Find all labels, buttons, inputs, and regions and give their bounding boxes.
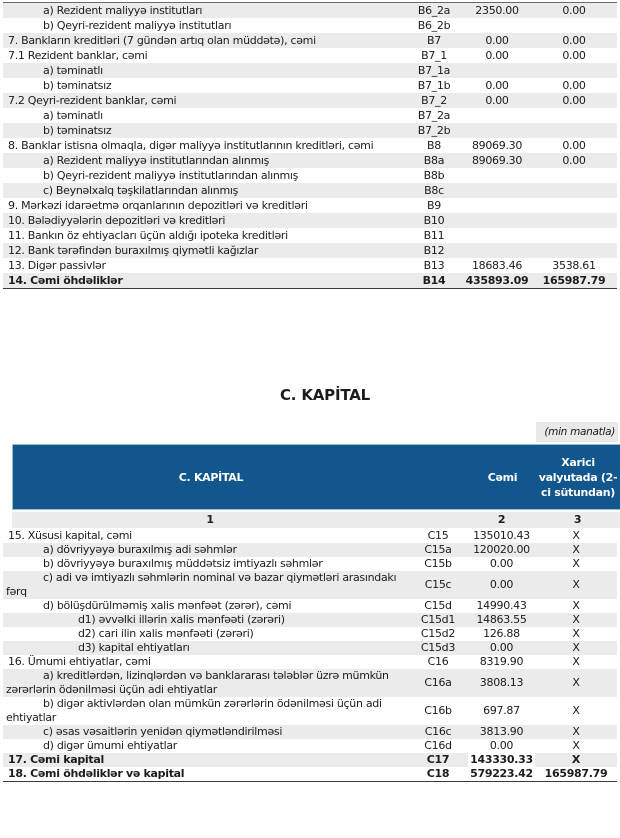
row-total-value: 135010.43 [473,529,530,542]
row-code: B7_1 [421,49,447,62]
row-total-value: 120020.00 [473,543,530,556]
row-label: c) Beynəlxalq təşkilatlarından alınmış [43,184,239,197]
row-label: b) təminatsız [43,79,112,92]
row-label: 7.1 Rezident banklar, cəmi [8,49,148,62]
table-row [3,18,617,33]
liabilities-table [3,2,617,289]
row-code: B7_1a [417,64,451,77]
row-foreign-value: 0.00 [562,49,586,62]
row-code: B6_2a [417,4,451,17]
row-total-value: 14990.43 [476,599,527,612]
row-code: C15a [424,543,452,556]
colnum-1: 1 [206,513,214,526]
row-foreign-value: 165987.79 [542,274,606,287]
row-total-value: 697.87 [483,704,520,717]
row-foreign-value: X [572,543,580,556]
row-foreign-value: X [572,676,580,689]
row-label: 8. Banklar istisna olmaqla, digər maliyyə institutlarının kreditləri, cəmi [8,139,374,152]
row-total-value: 3808.13 [479,676,524,689]
balance-sheet-page [0,2,620,838]
table-row [3,767,617,781]
row-total-value: 0.00 [489,739,514,752]
row-label: a) kreditlərdən, lizinqlərdən və banklararası tələblər üzrə mümkün zərərlərin ödənilməsi üçün adi ehtiyatlar [6,669,389,696]
table-row [3,739,617,753]
row-total-value: 89069.30 [471,139,523,152]
row-code: B12 [423,244,445,257]
row-code: C15 [427,529,449,542]
row-label: 13. Digər passivlər [8,259,106,272]
row-foreign-value: 0.00 [562,139,586,152]
table-row [3,123,617,138]
row-total-value: 0.00 [489,641,514,654]
row-total-value: 0.00 [485,94,509,107]
table-row [3,543,617,557]
table-row [3,571,617,599]
row-label: b) digər aktivlərdən olan mümkün zərərlərin ödənilməsi üçün adi ehtiyatlar [6,697,382,724]
row-foreign-value: X [572,725,580,738]
row-code: C15d3 [420,641,456,654]
row-total-value: 0.00 [485,79,509,92]
row-total-value: 0.00 [489,557,514,570]
table-row [3,63,617,78]
row-total-value: 435893.09 [465,274,529,287]
row-label: 7. Bankların kreditləri (7 gündən artıq olan müddətə), cəmi [8,34,316,47]
row-label: 9. Mərkəzi idarəetmə orqanlarının depozitləri və kreditləri [8,199,308,212]
row-label: 14. Cəmi öhdəliklər [8,274,123,287]
capital-section-title: C. KAPİTAL [280,386,370,404]
row-label: d) bölüşdürülməmiş xalis mənfəət (zərər), cəmi [43,599,292,612]
table-row [3,641,617,655]
row-code: B13 [423,259,445,272]
row-total-value: 18683.46 [471,259,523,272]
row-code: B7_2a [417,109,451,122]
row-code: C15d [424,599,452,612]
table-row [3,627,617,641]
row-foreign-value: 0.00 [562,154,586,167]
row-foreign-value: X [572,655,580,668]
row-label: d2) cari ilin xalis mənfəəti (zərəri) [78,627,254,640]
row-label: b) təminatsız [43,124,112,137]
row-code: B7_2 [421,94,447,107]
table-row [3,697,617,725]
row-code: B9 [427,199,441,212]
row-label: c) əsas vəsaitlərin yenidən qiymətləndirilməsi [43,725,283,738]
table-row [3,33,617,48]
row-code: B11 [423,229,445,242]
row-label: a) Rezident maliyyə institutlarından alınmış [43,154,270,167]
row-foreign-value: X [572,578,580,591]
table-row [3,655,617,669]
table-row [3,108,617,123]
row-code: B7_1b [417,79,451,92]
row-code: C15d2 [420,627,456,640]
row-foreign-value: X [572,613,580,626]
column-numbers-row [12,512,620,528]
row-total-value: 126.88 [483,627,520,640]
capital-table-header [12,444,620,510]
row-label: 17. Cəmi kapital [8,753,104,766]
row-foreign-value: X [572,529,580,542]
row-code: B8b [423,169,445,182]
row-code: C16 [427,655,449,668]
table-row [3,198,617,213]
table-row [3,599,617,613]
row-foreign-value: X [572,704,580,717]
row-label: d) digər ümumi ehtiyatlar [43,739,177,752]
row-label: a) təminatlı [43,64,103,77]
table-row [3,273,617,288]
row-foreign-value: 0.00 [562,4,586,17]
colnum-2: 2 [497,513,506,526]
table-row [3,613,617,627]
table-row [3,138,617,153]
header-foreign-cell: Xarici valyutada (2-ci sütundan) [538,455,618,499]
row-code: C16c [424,725,452,738]
row-label: a) dövriyyəyə buraxılmış adi səhmlər [43,543,237,556]
row-code: B8c [424,184,444,197]
table-row [3,529,617,543]
row-label: d3) kapital ehtiyatları [78,641,190,654]
row-foreign-value: 165987.79 [544,767,608,780]
row-label: 10. Bələdiyyələrin depozitləri və kreditləri [8,214,226,227]
table-row [3,48,617,63]
row-label: c) adi və imtiyazlı səhmlərin nominal və bazar qiymətləri arasındakı fərq [6,571,397,598]
unit-note: (min manatla) [536,422,618,442]
row-code: C15c [424,578,452,591]
row-total-value: 2350.00 [475,4,519,17]
row-foreign-value: X [572,641,580,654]
row-total-value: 143330.33 [468,753,535,767]
row-code: C15b [424,557,452,570]
row-foreign-value: X [572,627,580,640]
row-label: 7.2 Qeyri-rezident banklar, cəmi [8,94,177,107]
row-code: B10 [423,214,445,227]
row-code: C18 [426,767,450,780]
row-foreign-value: X [572,739,580,752]
row-label: b) Qeyri-rezident maliyyə institutlarından alınmış [43,169,299,182]
row-code: C16d [424,739,452,752]
table-row [3,213,617,228]
row-label: 11. Bankın öz ehtiyacları üçün aldığı ipoteka kreditləri [8,229,288,242]
row-code: B7_2b [417,124,451,137]
row-label: b) Qeyri-rezident maliyyə institutları [43,19,232,32]
row-label: 12. Bank tərəfindən buraxılmış qiymətli kağızlar [8,244,259,257]
table-row [3,78,617,93]
row-foreign-value: 3538.61 [552,259,596,272]
row-label: 18. Cəmi öhdəliklər və kapital [8,767,185,780]
row-label: d1) əvvəlki illərin xalis mənfəəti (zərəri) [78,613,285,626]
row-code: B8a [423,154,445,167]
table-row [3,258,617,273]
table-row [3,183,617,198]
row-label: a) Rezident maliyyə institutları [43,4,203,17]
table-row [3,168,617,183]
row-total-value: 89069.30 [471,154,523,167]
table-row [3,243,617,258]
row-total-value: 579223.42 [470,767,533,780]
row-foreign-value: X [572,557,580,570]
row-foreign-value: X [572,599,580,612]
capital-table [3,529,617,782]
row-code: C17 [426,753,450,766]
row-code: B8 [427,139,441,152]
row-label: 16. Ümumi ehtiyatlar, cəmi [8,655,151,668]
row-total-value: 0.00 [485,34,509,47]
table-row [3,93,617,108]
row-label: b) dövriyyəyə buraxılmış müddətsiz imtiyazlı səhmlər [43,557,323,570]
table-row [3,557,617,571]
row-total-value: 14863.55 [476,613,527,626]
table-row [3,725,617,739]
row-label: a) təminatlı [43,109,103,122]
colnum-3: 3 [573,513,582,526]
row-code: C15d1 [420,613,456,626]
row-foreign-value: X [571,753,581,766]
row-total-value: 0.00 [489,578,514,591]
row-code: C16b [424,704,452,717]
row-label: 15. Xüsusi kapital, cəmi [8,529,132,542]
table-row [3,228,617,243]
table-row [3,753,617,767]
row-foreign-value: 0.00 [562,94,586,107]
colnum-code [408,512,468,528]
row-code: B7 [427,34,441,47]
header-label-cell: C. KAPİTAL [178,470,244,484]
row-foreign-value: 0.00 [562,79,586,92]
row-foreign-value: 0.00 [562,34,586,47]
row-code: C16a [424,676,452,689]
row-total-value: 3813.90 [479,725,524,738]
row-code: B14 [422,274,446,287]
row-total-value: 8319.90 [479,655,524,668]
row-code: B6_2b [417,19,451,32]
header-total-cell: Cəmi [487,470,518,484]
table-row [3,153,617,168]
table-row [3,3,617,18]
table-row [3,669,617,697]
row-total-value: 0.00 [485,49,509,62]
